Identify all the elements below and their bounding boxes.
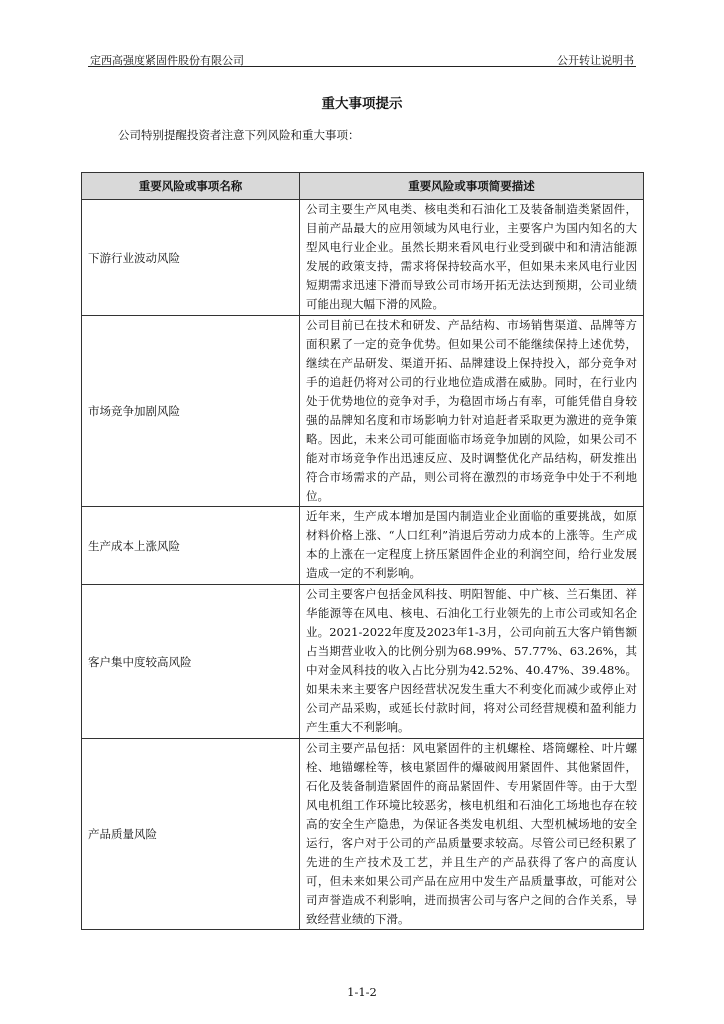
- header-divider: [88, 66, 636, 67]
- table-row: [82, 200, 644, 316]
- risk-name: 客户集中度较高风险: [82, 585, 300, 739]
- page-number: 1-1-2: [347, 985, 377, 999]
- risk-name: 市场竞争加剧风险: [82, 316, 300, 507]
- table-row: [82, 316, 644, 507]
- risk-name: 生产成本上涨风险: [82, 507, 300, 585]
- header-document-type: 公开转让说明书: [557, 54, 634, 67]
- risk-table: [81, 172, 644, 930]
- risk-description: 公司主要产品包括：风电紧固件的主机螺栓、塔筒螺栓、叶片螺栓、地锚螺栓等，核电紧固件的爆破阀用紧固件、其他紧固件，石化及装备制造紧固件的商品紧固件、专用紧固件等。由于大型风电机组工作环境比较恶劣，核电机组和石油化工场地也存在较高的安全生产隐患，为保证各类发电机组、大型机械场地的安全运行，客户对于公司的产品质量要求较高。尽管公司已经积累了先进的生产技术及工艺，并且生产的产品获得了客户的高度认可，但未来如果公司产品在应用中发生产品质量事故，可能对公司声誉造成不利影响，进而损害公司与客户之间的合作关系，导致经营业绩的下滑。: [300, 739, 644, 930]
- intro-paragraph: 公司特别提醒投资者注意下列风险和重大事项：: [118, 128, 360, 142]
- risk-name: 下游行业波动风险: [82, 200, 300, 316]
- risk-description: 近年来，生产成本增加是国内制造业企业面临的重要挑战，如原材料价格上涨、“人口红利”消退后劳动力成本的上涨等。生产成本的上涨在一定程度上挤压紧固件企业的利润空间，给行业发展造成一定的不利影响。: [300, 507, 644, 585]
- risk-description: 公司主要客户包括金风科技、明阳智能、中广核、兰石集团、祥华能源等在风电、核电、石油化工行业领先的上市公司或知名企业。2021-2022年度及2023年1-3月，公司向前五大客户销售额占当期营业收入的比例分别为68.99%、57.77%、63.26%，其中对金风科技的收入占比分别为42.52%、40.47%、39.48%。如果未来主要客户因经营状况发生重大不利变化而减少或停止对公司产品采购，或延长付款时间，将对公司经营规模和盈利能力产生重大不利影响。: [300, 585, 644, 739]
- risk-description: 公司主要生产风电类、核电类和石油化工及装备制造类紧固件，目前产品最大的应用领域为风电行业，主要客户为国内知名的大型风电行业企业。虽然长期来看风电行业受到碳中和和清洁能源发展的政策支持，需求将保持较高水平，但如果未来风电行业因短期需求迅速下滑而导致公司市场开拓无法达到预期，公司业绩可能出现大幅下滑的风险。: [300, 200, 644, 316]
- column-header-description: 重要风险或事项简要描述: [300, 173, 644, 200]
- table-row: [82, 739, 644, 930]
- column-header-name: 重要风险或事项名称: [82, 173, 300, 200]
- table-row: [82, 507, 644, 585]
- page-header: [88, 50, 636, 66]
- page-title: 重大事项提示: [321, 96, 403, 112]
- header-company-name: 定西高强度紧固件股份有限公司: [90, 54, 244, 67]
- table-header-row: [82, 173, 644, 200]
- risk-description: 公司目前已在技术和研发、产品结构、市场销售渠道、品牌等方面积累了一定的竞争优势。但如果公司不能继续保持上述优势，继续在产品研发、渠道开拓、品牌建设上保持投入，部分竞争对手的追赶仍将对公司的行业地位造成潜在威胁。同时，在行业内处于优势地位的竞争对手，为稳固市场占有率，可能凭借自身较强的品牌知名度和市场影响力针对追赶者采取更为激进的竞争策略。因此，未来公司可能面临市场竞争加剧的风险，如果公司不能对市场竞争作出迅速反应、及时调整优化产品结构，研发推出符合市场需求的产品，则公司将在激烈的市场竞争中处于不利地位。: [300, 316, 644, 507]
- table-row: [82, 585, 644, 739]
- risk-name: 产品质量风险: [82, 739, 300, 930]
